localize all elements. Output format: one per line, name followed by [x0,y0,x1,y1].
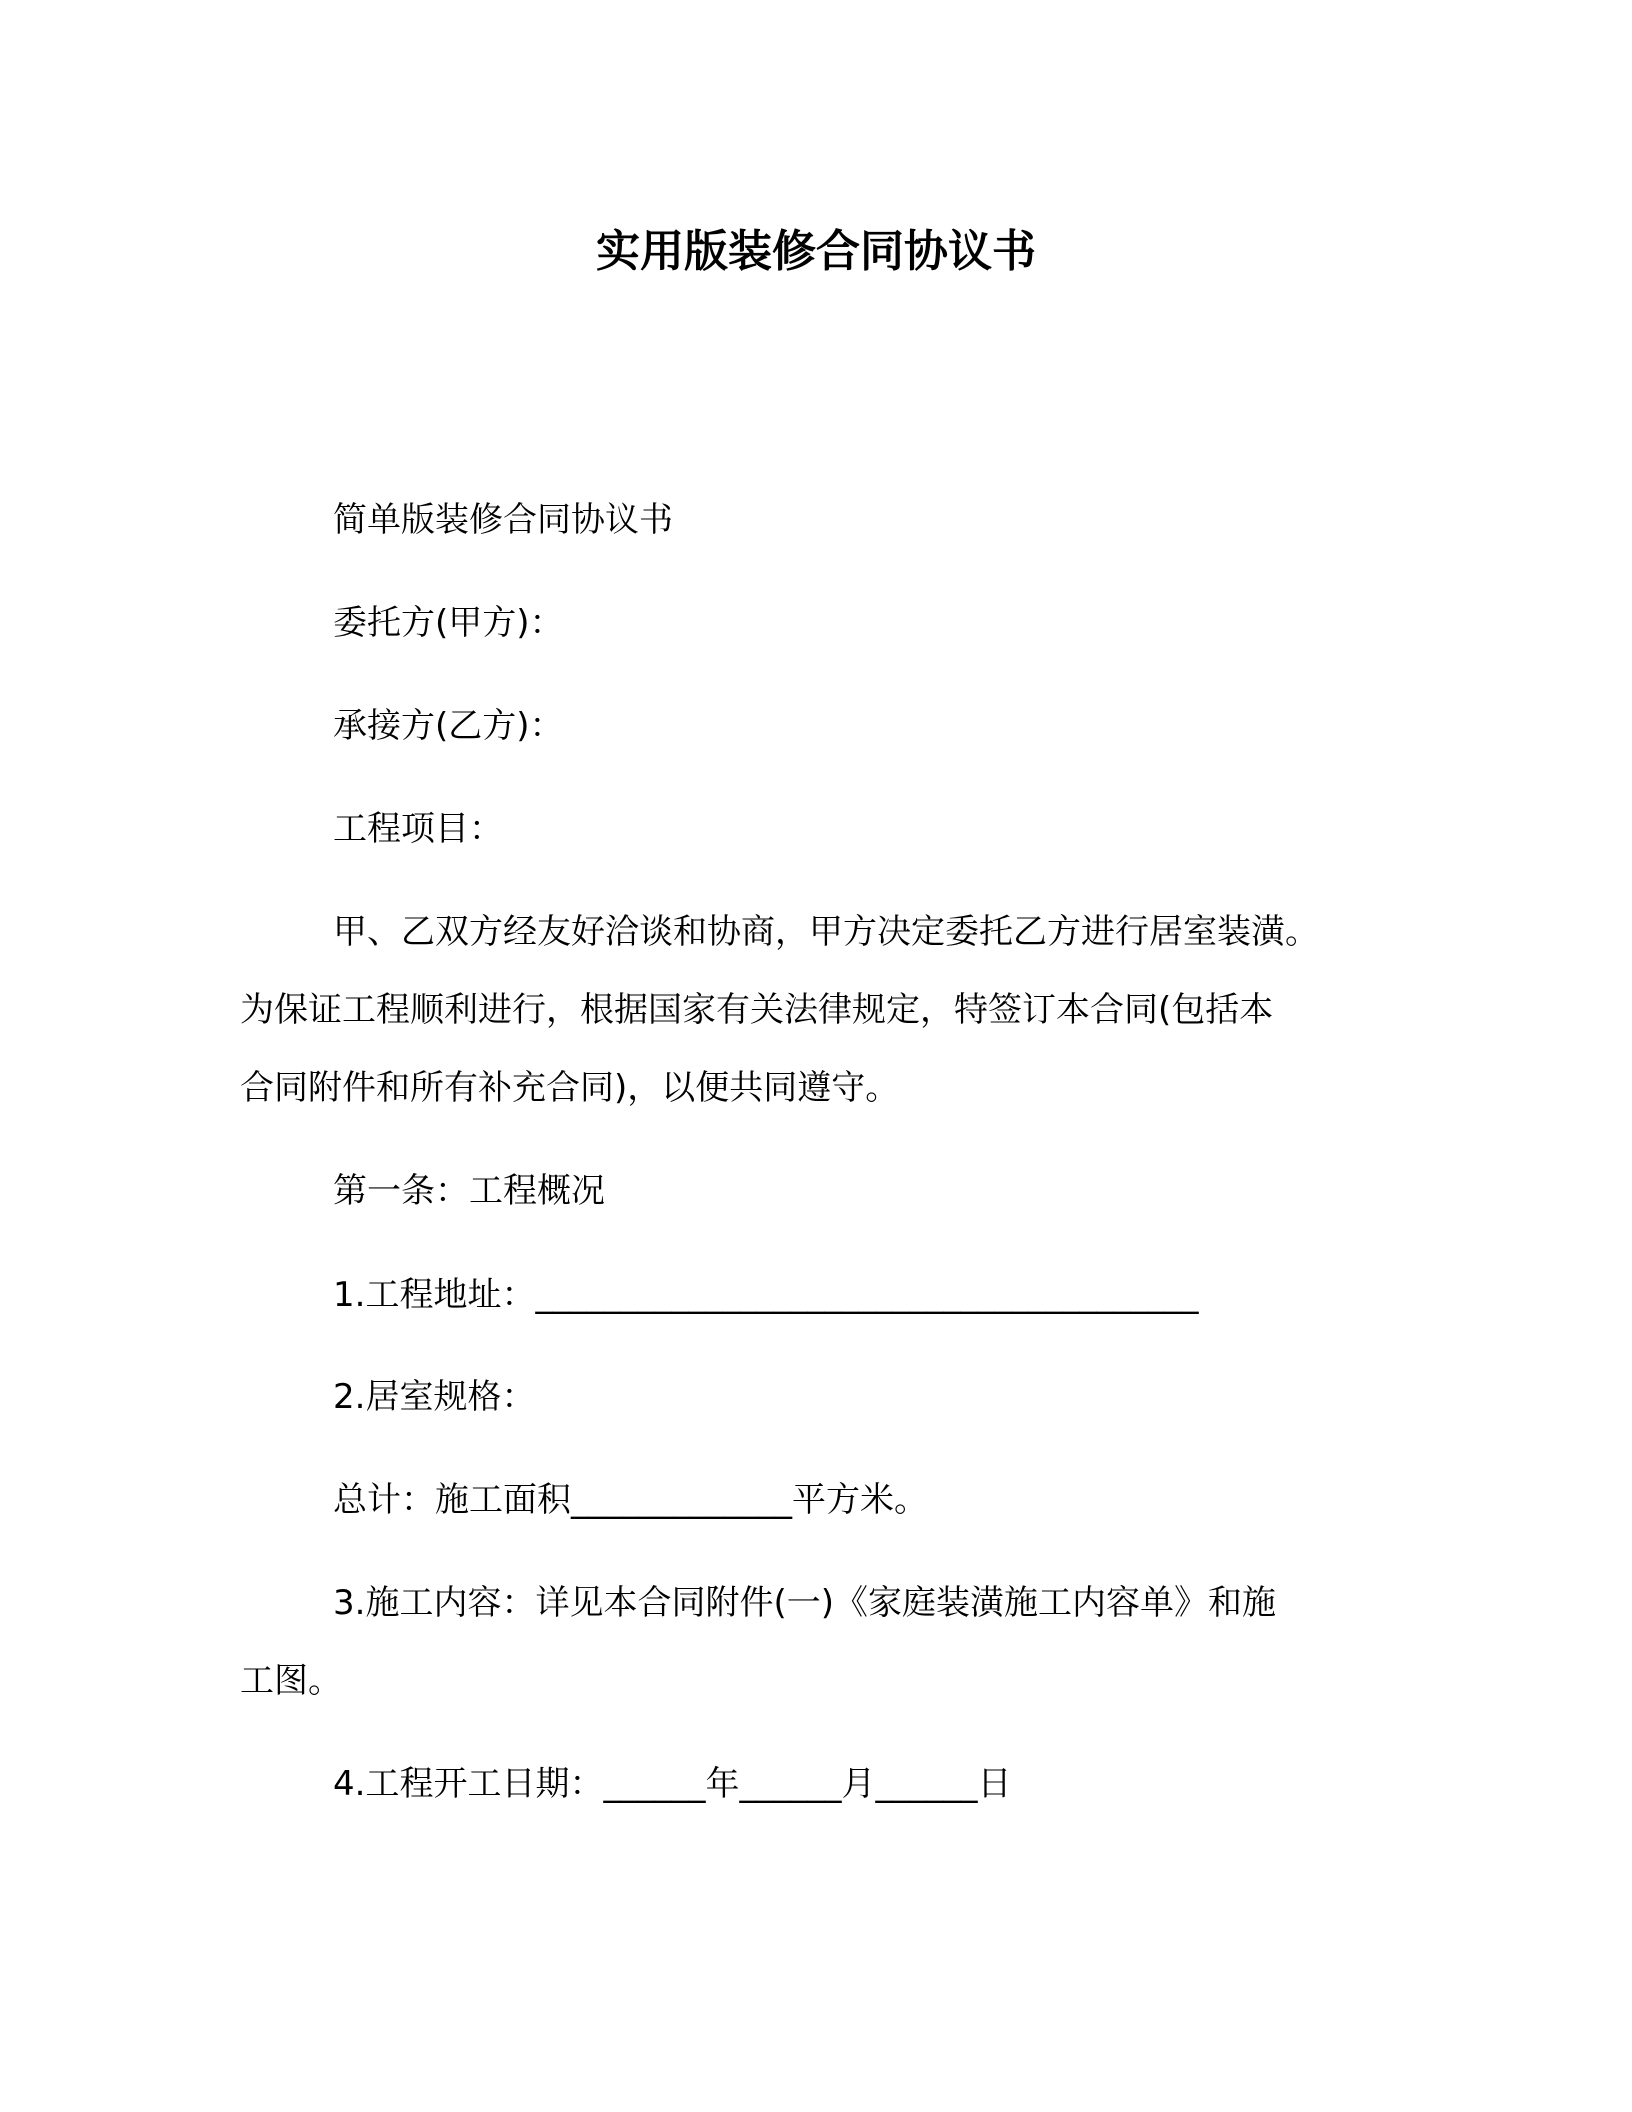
preamble-line-3: 合同附件和所有补充合同)，以便共同遵守。 [240,1068,900,1108]
project-line: 工程项目： [333,809,503,849]
item-3-line-2: 工图。 [240,1661,342,1701]
item-3-line-1: 3.施工内容：详见本合同附件(一)《家庭装潢施工内容单》和施 [333,1583,1276,1623]
document-title: 实用版装修合同协议书 [596,226,1036,277]
total-area-line: 总计：施工面积_____________平方米。 [333,1480,928,1520]
preamble-line-1: 甲、乙双方经友好洽谈和协商，甲方决定委托乙方进行居室装潢。 [333,912,1319,952]
item-2-room-spec: 2.居室规格： [333,1377,536,1417]
party-b-line: 承接方(乙方)： [333,706,564,746]
item-1-address: 1.工程地址：_______________________________________ [333,1275,1199,1315]
item-4-start-date: 4.工程开工日期：______年______月______日 [333,1764,1012,1804]
article-1-heading: 第一条：工程概况 [333,1171,605,1211]
preamble-line-2: 为保证工程顺利进行，根据国家有关法律规定，特签订本合同(包括本 [240,990,1274,1030]
party-a-line: 委托方(甲方)： [333,603,564,643]
subtitle: 简单版装修合同协议书 [333,500,673,540]
